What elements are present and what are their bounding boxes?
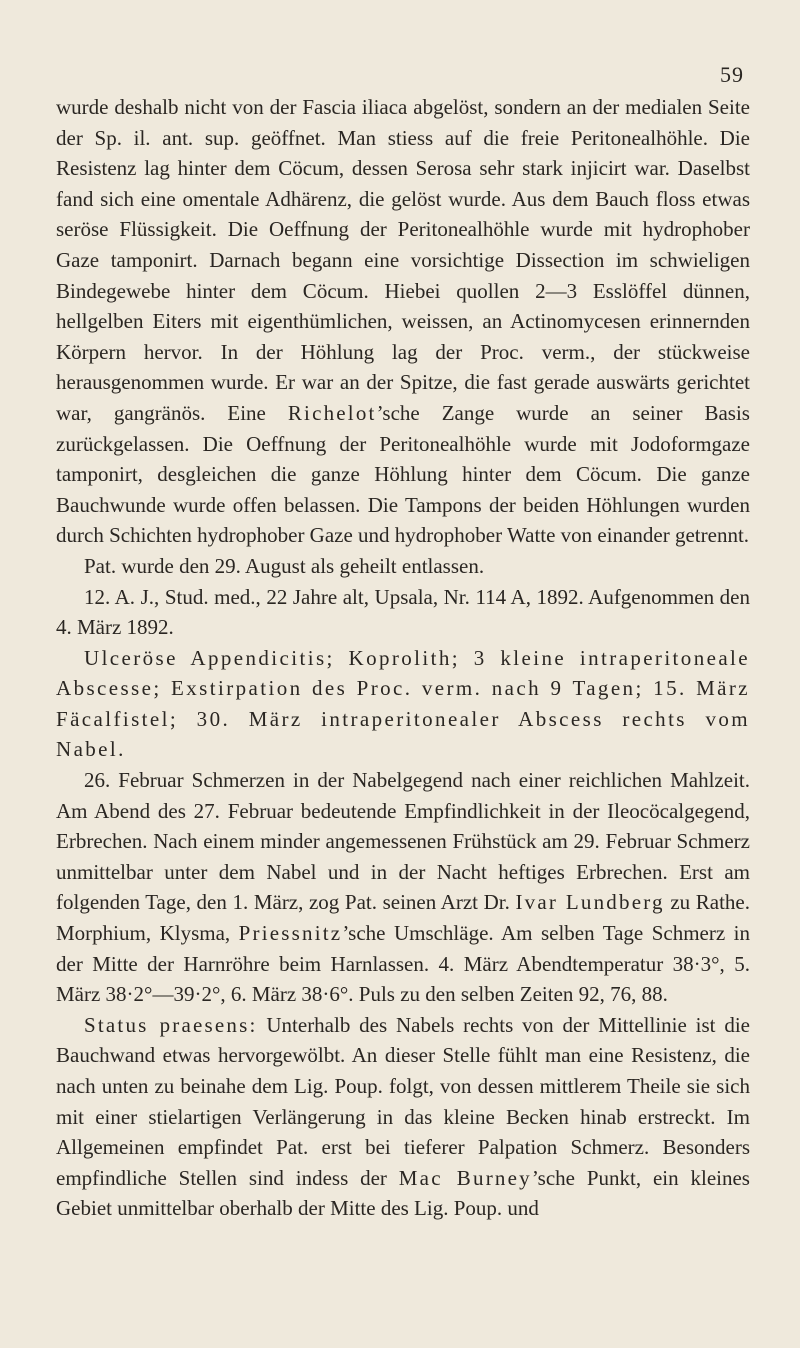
status-label: Status praesens: [84, 1012, 258, 1037]
paragraph-text: wurde deshalb nicht von der Fascia iliaca abgelöst, sondern an der medialen Seite der Sp. il. ant. sup. geöffnet. Man stiess auf die freie Peritonealhöhle. Die Resistenz lag hinter dem Cöcum, dessen Serosa sehr stark injicirt war. Daselbst fand sich eine omentale Adhärenz, die gelöst wurde. Aus dem Bauch floss etwas seröse Flüssigkeit. Die Oeffnung der Peritonealhöhle wurde mit hydrophober Gaze tamponirt. Darnach begann eine vorsichtige Dissection im schwieligen Bindegewebe hinter dem Cöcum. Hiebei quollen 2—3 Esslöffel dünnen, hellgelben Eiters mit eigenthümlichen, weissen, an Actinomycesen erinnernden Körpern hervor. In der Höhlung lag der Proc. verm., der stückweise herausgenommen wurde. Er war an der Spitze, die fast gerade auswärts gerichtet war, gangränös. Eine [56, 95, 750, 425]
diagnosis-text: Ulceröse Appendicitis; Koprolith; 3 kleine intraperitoneale Abscesse; Exstirpation des Proc. verm. nach 9 Tagen; 15. März Fäcalfistel; 30. März intraperitonealer Abscess rechts vom Nabel. [56, 645, 750, 762]
body-text [56, 92, 750, 1224]
person-name-richelot: Richelot [287, 400, 377, 425]
person-name-lundberg: Ivar Lundberg [515, 890, 665, 915]
paragraph-text: Unterhalb des Nabels rechts von der Mittellinie ist die Bauchwand etwas hervorgewölbt. An dieser Stelle fühlt man eine Resistenz, die nach unten zu beinahe dem Lig. Poup. folgt, von dessen mittlerem Theile sie sich mit einer stielartigen Verlängerung in das kleine Becken hinab erstreckt. Im Allgemeinen empfindet Pat. erst bei tieferer Palpation Schmerz. Besonders empfindliche Stellen sind indess der [56, 1012, 750, 1190]
paragraph-text: zu Rathe. Morphium, Klysma, [56, 890, 750, 946]
paragraph-text: ’sche Zange wurde an seiner Basis zurückgelassen. Die Oeffnung der Peritonealhöhle wurde mit Jodoformgaze tamponirt, desgleichen die ganze Höhlung hinter dem Cöcum. Die ganze Bauchwunde wurde offen belassen. Die Tampons der beiden Höhlungen wurden durch Schichten hydrophober Gaze und hydrophober Watte von einander getrennt. [56, 400, 750, 548]
paragraph-text: ’sche Punkt, ein kleines Gebiet unmittelbar oberhalb der Mitte des Lig. Poup. und [56, 1165, 750, 1221]
paragraph-surgery-description [56, 92, 750, 551]
paragraph-status-praesens [56, 1010, 750, 1224]
paragraph-case-header: 12. A. J., Stud. med., 22 Jahre alt, Upsala, Nr. 114 A, 1892. Aufgenommen den 4. März 1892. [56, 584, 750, 640]
person-name-priessnitz: Priessnitz [238, 921, 343, 946]
paragraph-text: 26. Februar Schmerzen in der Nabelgegend nach einer reichlichen Mahlzeit. Am Abend des 27. Februar bedeutende Empfindlichkeit in der Ileocöcalgegend, Erbrechen. Nach einem minder angemessenen Frühstück am 29. Februar Schmerz unmittelbar unter dem Nabel und in der Nacht heftiges Erbrechen. Erst am folgenden Tage, den 1. März, zog Pat. seinen Arzt Dr. [56, 768, 750, 915]
page-number: 59 [720, 62, 744, 87]
person-name-mac-burney: Mac Burney [398, 1165, 532, 1190]
paragraph-text: ’sche Umschläge. Am selben Tage Schmerz in der Mitte der Harnröhre beim Harnlassen. 4. März Abendtemperatur 38·3°, 5. März 38·2°—39·2°, 6. März 38·6°. Puls zu den selben Zeiten 92, 76, 88. [56, 921, 750, 1007]
paragraph-discharge: Pat. wurde den 29. August als geheilt entlassen. [84, 553, 485, 578]
paragraph-history [56, 765, 750, 1010]
paragraph-case-diagnosis [56, 643, 750, 765]
